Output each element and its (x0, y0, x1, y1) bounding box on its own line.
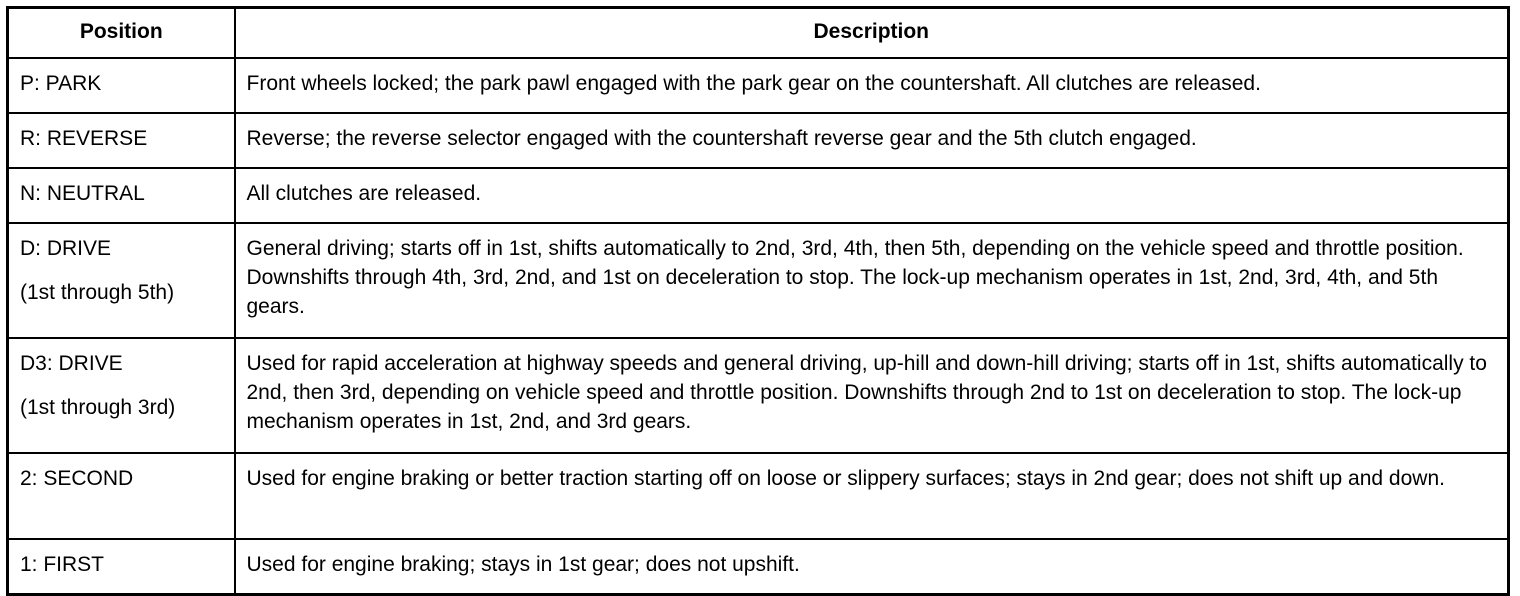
description-cell: General driving; starts off in 1st, shifts automatically to 2nd, 3rd, 4th, then 5th, depending on the vehicle speed and throttle position. Downshifts through 4th, 3rd, 2nd, and 1st on deceleration to stop. The lock-up mechanism operates in 1st, 2nd, 3rd, 4th, and 5th gears. (235, 223, 1509, 338)
position-label: P: PARK (20, 71, 102, 95)
position-cell (8, 453, 235, 539)
gear-position-table-container (6, 6, 1507, 596)
position-label: R: REVERSE (20, 126, 148, 150)
table-row (8, 58, 1509, 113)
description-cell: Used for engine braking or better traction starting off on loose or slippery surfaces; stays in 2nd gear; does not shift up and down. (235, 453, 1509, 539)
description-cell: Used for engine braking; stays in 1st gear; does not upshift. (235, 539, 1509, 595)
description-cell: Used for rapid acceleration at highway speeds and general driving, up-hill and down-hill driving; starts off in 1st, shifts automatically to 2nd, then 3rd, depending on vehicle speed and throttle position. Downshifts through 2nd to 1st on deceleration to stop. The lock-up mechanism operates in 1st, 2nd, and 3rd gears. (235, 338, 1509, 453)
description-cell: Reverse; the reverse selector engaged with the countershaft reverse gear and the 5th clutch engaged. (235, 113, 1509, 168)
gear-position-table (6, 6, 1510, 596)
table-row (8, 113, 1509, 168)
table-row (8, 223, 1509, 338)
header-position: Position (8, 8, 235, 58)
position-cell (8, 168, 235, 223)
position-cell (8, 58, 235, 113)
position-range-label: (1st through 3rd) (20, 395, 176, 419)
table-row (8, 453, 1509, 539)
table-row (8, 168, 1509, 223)
position-cell (8, 338, 235, 453)
position-label: N: NEUTRAL (20, 181, 145, 205)
position-cell (8, 539, 235, 595)
position-cell (8, 113, 235, 168)
position-label: D3: DRIVE (20, 351, 123, 375)
description-cell: All clutches are released. (235, 168, 1509, 223)
table-row (8, 539, 1509, 595)
position-label: 1: FIRST (20, 552, 105, 576)
position-label: D: DRIVE (20, 236, 112, 260)
header-description: Description (235, 8, 1509, 58)
description-cell: Front wheels locked; the park pawl engaged with the park gear on the countershaft. All clutches are released. (235, 58, 1509, 113)
position-range-label: (1st through 5th) (20, 280, 175, 304)
table-row (8, 338, 1509, 453)
position-cell (8, 223, 235, 338)
table-header-row (8, 8, 1509, 58)
position-label: 2: SECOND (20, 466, 134, 490)
